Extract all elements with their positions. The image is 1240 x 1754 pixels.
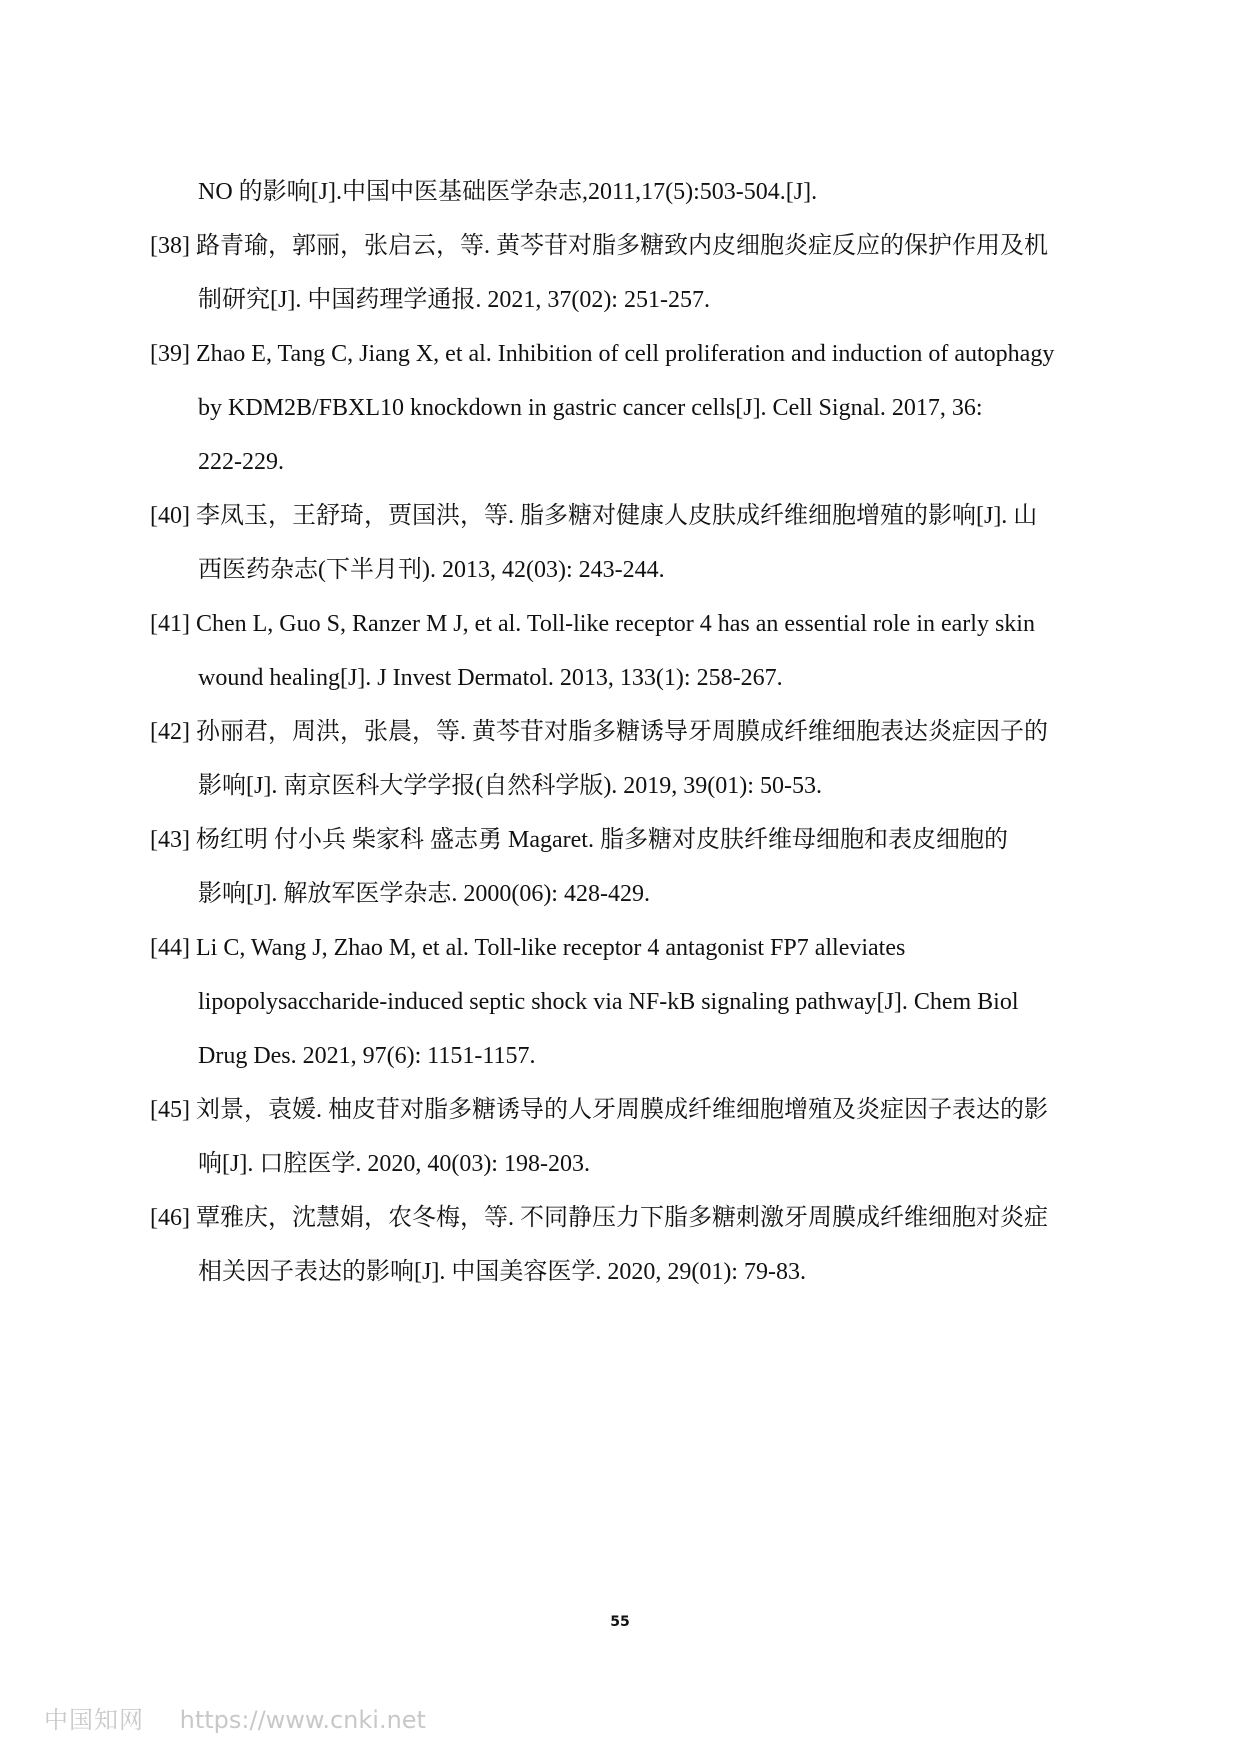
reference-entry bbox=[150, 1191, 1110, 1299]
reference-entry bbox=[150, 921, 1110, 1083]
reference-first-line: [46] 覃雅庆，沈慧娟，农冬梅，等. 不同静压力下脂多糖刺激牙周膜成纤维细胞对炎症 bbox=[150, 1205, 1048, 1231]
reference-continuation-line: NO 的影响[J].中国中医基础医学杂志,2011,17(5):503-504.[J]. bbox=[198, 179, 818, 205]
reference-first-line: [45] 刘景，袁媛. 柚皮苷对脂多糖诱导的人牙周膜成纤维细胞增殖及炎症因子表达的影 bbox=[150, 1097, 1048, 1123]
reference-first-line: [38] 路青瑜，郭丽，张启云，等. 黄芩苷对脂多糖致内皮细胞炎症反应的保护作用及机 bbox=[150, 233, 1048, 259]
reference-list bbox=[150, 165, 1110, 1299]
cnki-watermark bbox=[44, 1700, 426, 1735]
reference-first-line: [39] Zhao E, Tang C, Jiang X, et al. Inhibition of cell proliferation and induction of autophagy bbox=[150, 341, 1055, 367]
reference-first-line: [42] 孙丽君，周洪，张晨，等. 黄芩苷对脂多糖诱导牙周膜成纤维细胞表达炎症因子的 bbox=[150, 719, 1048, 745]
reference-continuation-line: 影响[J]. 南京医科大学学报(自然科学版). 2019, 39(01): 50-53. bbox=[198, 773, 822, 799]
reference-entry bbox=[150, 327, 1110, 489]
reference-entry bbox=[150, 1083, 1110, 1191]
reference-continuation-line: 影响[J]. 解放军医学杂志. 2000(06): 428-429. bbox=[198, 881, 650, 907]
reference-first-line: [44] Li C, Wang J, Zhao M, et al. Toll-like receptor 4 antagonist FP7 alleviates bbox=[150, 935, 906, 961]
reference-first-line: [41] Chen L, Guo S, Ranzer M J, et al. Toll-like receptor 4 has an essential role in early skin bbox=[150, 611, 1035, 637]
reference-first-line: [43] 杨红明 付小兵 柴家科 盛志勇 Magaret. 脂多糖对皮肤纤维母细胞和表皮细胞的 bbox=[150, 827, 1008, 853]
reference-continuation-line: lipopolysaccharide-induced septic shock via NF-kB signaling pathway[J]. Chem Biol bbox=[198, 989, 1019, 1015]
reference-continuation-line: 响[J]. 口腔医学. 2020, 40(03): 198-203. bbox=[198, 1151, 590, 1177]
reference-continuation-line: by KDM2B/FBXL10 knockdown in gastric cancer cells[J]. Cell Signal. 2017, 36: bbox=[198, 395, 983, 421]
watermark-logo-text: 中国知网 bbox=[44, 1706, 144, 1734]
reference-entry bbox=[150, 705, 1110, 813]
reference-continuation-line: wound healing[J]. J Invest Dermatol. 2013, 133(1): 258-267. bbox=[198, 665, 783, 691]
reference-continuation-line: 222-229. bbox=[198, 449, 284, 475]
reference-entry bbox=[150, 165, 1110, 219]
page-number: 55 bbox=[610, 1614, 630, 1630]
reference-entry bbox=[150, 597, 1110, 705]
watermark-url: https://www.cnki.net bbox=[179, 1706, 426, 1734]
reference-continuation-line: 制研究[J]. 中国药理学通报. 2021, 37(02): 251-257. bbox=[198, 287, 710, 313]
reference-entry bbox=[150, 219, 1110, 327]
reference-entry bbox=[150, 489, 1110, 597]
reference-continuation-line: Drug Des. 2021, 97(6): 1151-1157. bbox=[198, 1043, 536, 1069]
reference-first-line: [40] 李凤玉，王舒琦，贾国洪，等. 脂多糖对健康人皮肤成纤维细胞增殖的影响[J]. 山 bbox=[150, 503, 1038, 529]
reference-continuation-line: 相关因子表达的影响[J]. 中国美容医学. 2020, 29(01): 79-83. bbox=[198, 1259, 806, 1285]
reference-entry bbox=[150, 813, 1110, 921]
reference-continuation-line: 西医药杂志(下半月刊). 2013, 42(03): 243-244. bbox=[198, 557, 665, 583]
